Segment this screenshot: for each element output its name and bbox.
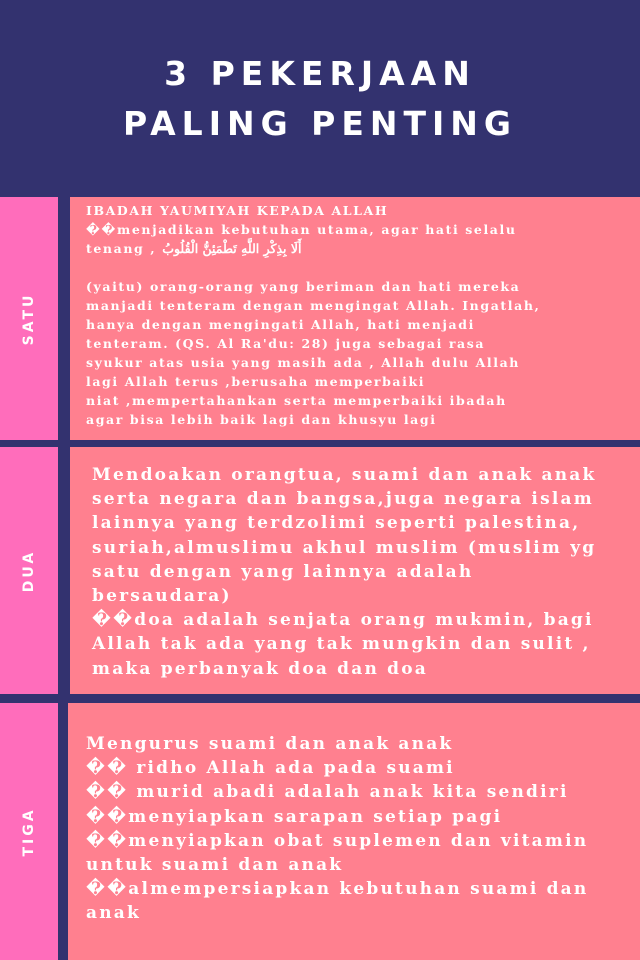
content-line: satu dengan yang lainnya adalah xyxy=(92,561,474,582)
content-line: (yaitu) orang-orang yang beriman dan hati mereka xyxy=(86,279,521,294)
content-line: ��menjadikan kebutuhan utama, agar hati selalu xyxy=(86,222,517,237)
section-dua xyxy=(0,447,640,694)
content-line: manjadi tenteram dengan mengingat Allah. Ingatlah, xyxy=(86,298,541,313)
side-tab-dua xyxy=(0,447,58,694)
header-banner xyxy=(0,0,640,197)
content-line: tenang , أَلَا بِذِكْرِ اللَّهِ تَطْمَئِنُّ الْقُلُوبُ xyxy=(86,241,302,256)
content-line: hanya dengan mengingati Allah, hati menjadi xyxy=(86,317,475,332)
section-tiga xyxy=(0,703,640,960)
content-line: �� murid abadi adalah anak kita sendiri xyxy=(86,782,569,803)
side-label-dua: DUA xyxy=(21,549,37,592)
side-label-satu: SATU xyxy=(21,292,37,345)
content-line: anak xyxy=(86,903,141,924)
side-label-tiga: TIGA xyxy=(21,806,37,857)
page-title-line-2: PALING PENTING xyxy=(122,103,518,143)
content-line: ��almempersiapkan kebutuhan suami dan xyxy=(86,879,589,900)
section-satu xyxy=(0,197,640,440)
content-line: lagi Allah terus ,berusaha memperbaiki xyxy=(86,374,426,389)
content-line: maka perbanyak doa dan doa xyxy=(92,658,429,679)
side-tab-satu xyxy=(0,197,58,440)
content-line: Allah tak ada yang tak mungkin dan sulit , xyxy=(92,634,591,655)
content-line: bersaudara) xyxy=(92,586,232,607)
content-panel-satu xyxy=(70,197,640,440)
content-line: �� ridho Allah ada pada suami xyxy=(86,758,455,779)
content-panel-dua xyxy=(70,447,640,694)
content-line: ��doa adalah senjata orang mukmin, bagi xyxy=(92,610,594,631)
content-line: tenteram. (QS. Al Ra'du: 28) juga sebagai rasa xyxy=(86,336,486,351)
side-tab-tiga xyxy=(0,703,58,960)
page-title-line-1: 3 PEKERJAAN xyxy=(164,53,476,93)
content-line: IBADAH YAUMIYAH KEPADA ALLAH xyxy=(86,203,389,218)
content-panel-tiga xyxy=(68,703,640,960)
content-line: syukur atas usia yang masih ada , Allah dulu Allah xyxy=(86,355,520,370)
content-line: niat ,mempertahankan serta memperbaiki ibadah xyxy=(86,393,507,408)
content-line: ��menyiapkan obat suplemen dan vitamin xyxy=(86,830,589,851)
content-line: serta negara dan bangsa,juga negara islam xyxy=(92,489,594,510)
content-line: agar bisa lebih baik lagi dan khusyu lagi xyxy=(86,412,437,427)
content-line: Mengurus suami dan anak anak xyxy=(86,734,454,754)
content-line: ��menyiapkan sarapan setiap pagi xyxy=(86,806,503,827)
content-line: Mendoakan orangtua, suami dan anak anak xyxy=(92,465,597,485)
content-line: untuk suami dan anak xyxy=(86,855,344,876)
content-line: suriah,almuslimu akhul muslim (muslim yg xyxy=(92,537,597,558)
content-line: lainnya yang terdzolimi seperti palestina, xyxy=(92,513,581,534)
